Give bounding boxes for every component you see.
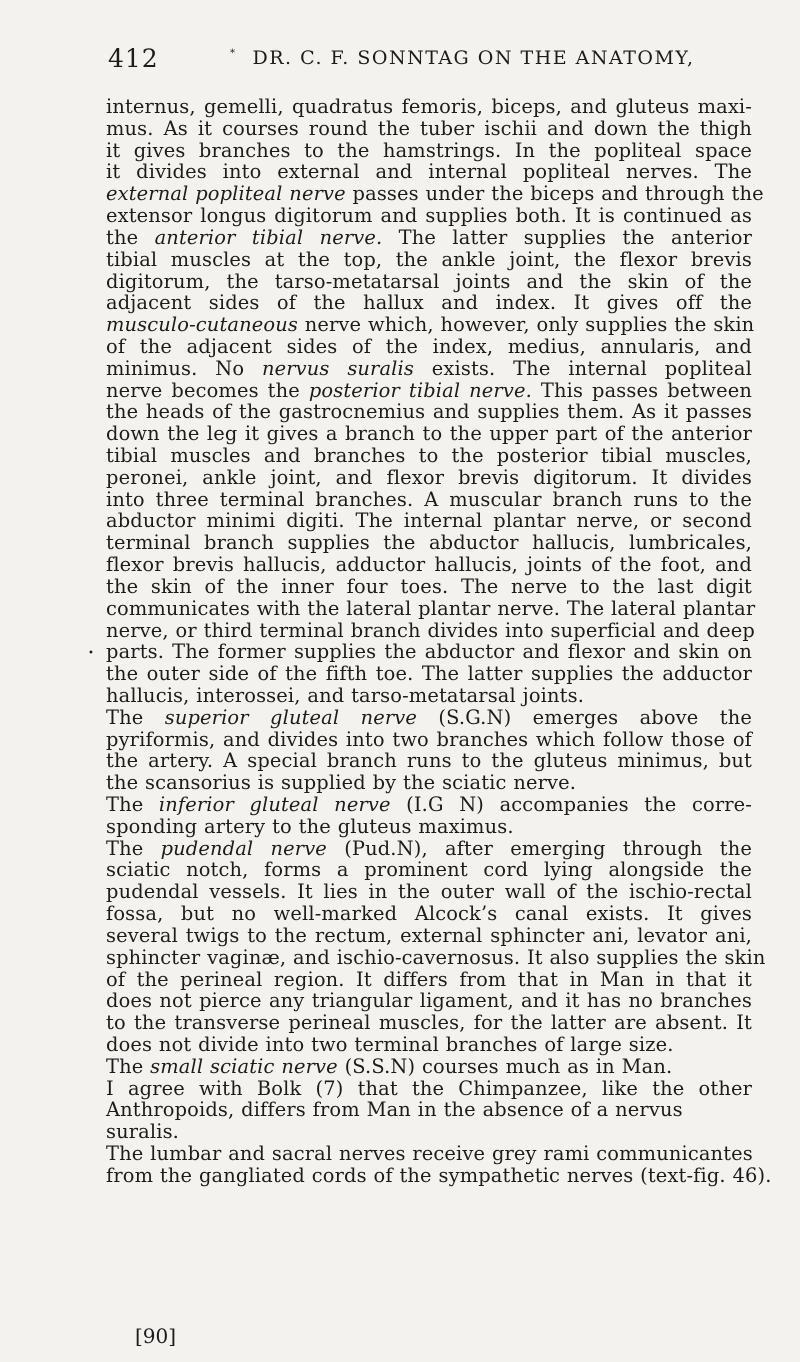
text-line bbox=[106, 467, 752, 489]
italic-term: external popliteal nerve bbox=[106, 182, 346, 206]
text-line bbox=[106, 859, 752, 881]
italic-term: superior gluteal nerve bbox=[164, 705, 418, 729]
text-line bbox=[106, 1078, 752, 1100]
text-run: (S.S.N) courses much as in Man. bbox=[337, 1054, 673, 1078]
text-line bbox=[106, 945, 766, 969]
text-run: The lumbar and sacral nerves receive grey rami communicantes bbox=[106, 1142, 753, 1165]
text-run: extensor longus digitorum and supplies both. It is continued as bbox=[106, 204, 752, 228]
text-line bbox=[106, 249, 752, 271]
text-run: of the perineal region. It differs from that in Man in that it bbox=[106, 967, 752, 991]
text-line bbox=[106, 1034, 752, 1056]
text-run: the bbox=[106, 225, 155, 249]
text-line bbox=[106, 1056, 752, 1078]
text-line bbox=[106, 1143, 752, 1165]
text-run: The bbox=[106, 793, 159, 816]
text-run: from the gangliated cords of the sympathetic nerves (text-fig. 46). bbox=[106, 1163, 772, 1187]
text-line bbox=[106, 663, 752, 685]
text-line bbox=[106, 969, 752, 991]
text-run: flexor brevis hallucis, adductor hallucis, joints of the foot, and bbox=[106, 553, 752, 577]
text-run: (S.G.N) emerges above the bbox=[417, 705, 752, 729]
text-run: nerve becomes the bbox=[106, 378, 309, 402]
italic-term: pudendal nerve bbox=[160, 836, 327, 860]
text-line bbox=[106, 118, 752, 140]
text-line bbox=[106, 925, 752, 947]
text-line bbox=[106, 1012, 752, 1034]
text-run: of the adjacent sides of the index, medius, annularis, and bbox=[106, 334, 752, 358]
text-run: nerve which, however, only supplies the skin bbox=[297, 313, 755, 337]
text-line bbox=[106, 532, 752, 554]
text-line bbox=[106, 292, 752, 314]
text-run: This passes between bbox=[531, 378, 752, 402]
text-run: tibial muscles at the top, the ankle joint, the flexor brevis bbox=[106, 247, 752, 271]
text-line bbox=[106, 554, 752, 576]
text-run: the heads of the gastrocnemius and supplies them. As it passes bbox=[106, 400, 752, 424]
text-line bbox=[106, 205, 752, 227]
text-run: Anthropoids, differs from Man in the absence of a nervus bbox=[106, 1098, 683, 1122]
italic-term: inferior gluteal nerve bbox=[158, 793, 391, 816]
printer-mark: * bbox=[230, 48, 237, 59]
text-run: down the leg it gives a branch to the upper part of the anterior bbox=[106, 422, 752, 446]
text-run: communicates with the lateral plantar nerve. The lateral plantar bbox=[106, 596, 756, 620]
text-run: to the transverse perineal muscles, for the latter are absent. It bbox=[106, 1011, 752, 1035]
italic-term: musculo-cutaneous bbox=[106, 313, 298, 337]
text-line bbox=[106, 794, 752, 816]
text-line bbox=[106, 641, 752, 663]
text-line bbox=[106, 445, 752, 467]
text-run: pudendal vessels. It lies in the outer wall of the ischio-rectal bbox=[106, 880, 752, 904]
text-run: terminal branch supplies the abductor hallucis, lumbricales, bbox=[106, 531, 752, 555]
text-line bbox=[106, 816, 752, 838]
text-run: the artery. A special branch runs to the gluteus minimus, but bbox=[106, 749, 752, 773]
italic-term: posterior tibial nerve. bbox=[308, 378, 532, 402]
text-run: minimus. No bbox=[106, 356, 262, 380]
text-run: fossa, but no well-marked Alcock’s canal exists. It gives bbox=[106, 902, 752, 926]
running-head bbox=[230, 47, 695, 69]
text-line bbox=[106, 881, 752, 903]
text-line bbox=[106, 227, 752, 249]
text-line bbox=[106, 729, 752, 751]
text-line bbox=[106, 489, 752, 511]
text-line bbox=[106, 903, 752, 925]
text-run: peronei, ankle joint, and flexor brevis digitorum. It divides bbox=[106, 465, 752, 489]
body-text bbox=[106, 95, 772, 1187]
text-run: (Pud.N), after emerging through the bbox=[326, 836, 752, 860]
text-run: I agree with Bolk (7) that the Chimpanzee, like the other bbox=[106, 1076, 752, 1100]
text-run: nerve, or third terminal branch divides into superficial and deep bbox=[106, 618, 755, 642]
text-line bbox=[106, 423, 752, 445]
text-run: The bbox=[106, 836, 161, 860]
italic-term: small sciatic nerve bbox=[150, 1054, 338, 1078]
text-run: the outer side of the fifth toe. The latter supplies the adductor bbox=[106, 662, 752, 686]
text-run: parts. The former supplies the abductor and flexor and skin on bbox=[106, 640, 752, 664]
text-run: it divides into external and internal popliteal nerves. The bbox=[106, 160, 752, 184]
text-run: abductor minimi digiti. The internal plantar nerve, or second bbox=[106, 509, 752, 533]
text-run: tibial muscles and branches to the posterior tibial muscles, bbox=[106, 444, 752, 467]
text-run: suralis. bbox=[106, 1120, 179, 1144]
text-line bbox=[106, 838, 752, 860]
text-run: pyriformis, and divides into two branches which follow those of bbox=[106, 727, 752, 751]
text-line bbox=[106, 772, 752, 794]
text-run: does not divide into two terminal branches of large size. bbox=[106, 1032, 674, 1056]
text-line bbox=[106, 1163, 772, 1187]
text-line bbox=[106, 1099, 752, 1121]
text-line bbox=[106, 182, 764, 206]
text-run: digitorum, the tarso-metatarsal joints and the skin of the bbox=[106, 269, 752, 293]
text-run: internus, gemelli, quadratus femoris, biceps, and gluteus maxi- bbox=[106, 95, 752, 118]
text-line bbox=[106, 685, 752, 707]
signature-mark: [90] bbox=[135, 1324, 177, 1348]
text-line bbox=[106, 750, 752, 772]
text-run: The bbox=[106, 1054, 151, 1078]
page-header bbox=[108, 44, 748, 78]
text-line bbox=[106, 1121, 752, 1143]
text-run: sphincter vaginæ, and ischio-cavernosus. It also supplies the skin bbox=[106, 945, 766, 969]
text-run: does not pierce any triangular ligament, and it has no branches bbox=[106, 989, 752, 1013]
text-run: several twigs to the rectum, external sphincter ani, levator ani, bbox=[106, 923, 752, 947]
text-run: mus. As it courses round the tuber ischii and down the thigh bbox=[106, 116, 752, 140]
text-line bbox=[106, 707, 752, 729]
text-run: the skin of the inner four toes. The nerve to the last digit bbox=[106, 574, 752, 598]
text-run: The bbox=[106, 705, 165, 729]
text-line bbox=[106, 140, 752, 162]
text-run: hallucis, interossei, and tarso-metatarsal joints. bbox=[106, 683, 585, 707]
text-run: sponding artery to the gluteus maximus. bbox=[106, 814, 514, 838]
text-run: it gives branches to the hamstrings. In the popliteal space bbox=[106, 138, 752, 162]
text-line bbox=[106, 271, 752, 293]
page-number: 412 bbox=[108, 44, 159, 73]
text-line bbox=[106, 313, 755, 337]
text-run: into three terminal branches. A muscular branch runs to the bbox=[106, 487, 752, 511]
text-line bbox=[106, 618, 755, 642]
text-line bbox=[106, 990, 752, 1012]
italic-term: anterior tibial nerve. bbox=[154, 225, 383, 249]
text-line bbox=[106, 380, 752, 402]
running-head-title: DR. C. F. SONNTAG ON THE ANATOMY, bbox=[252, 47, 695, 69]
text-run: the scansorius is supplied by the sciatic nerve. bbox=[106, 771, 577, 795]
text-run: adjacent sides of the hallux and index. It gives off the bbox=[106, 291, 752, 315]
text-run: passes under the biceps and through the bbox=[345, 182, 764, 206]
text-line bbox=[106, 576, 752, 598]
text-line bbox=[106, 596, 756, 620]
text-line bbox=[106, 510, 752, 532]
italic-term: nervus suralis bbox=[262, 356, 414, 380]
text-line bbox=[106, 96, 752, 118]
text-line bbox=[106, 401, 752, 423]
text-run: (I.G N) accompanies the corre- bbox=[390, 793, 752, 816]
text-line bbox=[106, 161, 752, 183]
text-line bbox=[106, 358, 752, 380]
text-run: sciatic notch, forms a prominent cord lying alongside the bbox=[106, 858, 752, 882]
text-run: The latter supplies the anterior bbox=[382, 225, 752, 249]
text-line bbox=[106, 336, 752, 358]
text-run: exists. The internal popliteal bbox=[414, 356, 752, 380]
margin-mark: • bbox=[88, 648, 94, 659]
